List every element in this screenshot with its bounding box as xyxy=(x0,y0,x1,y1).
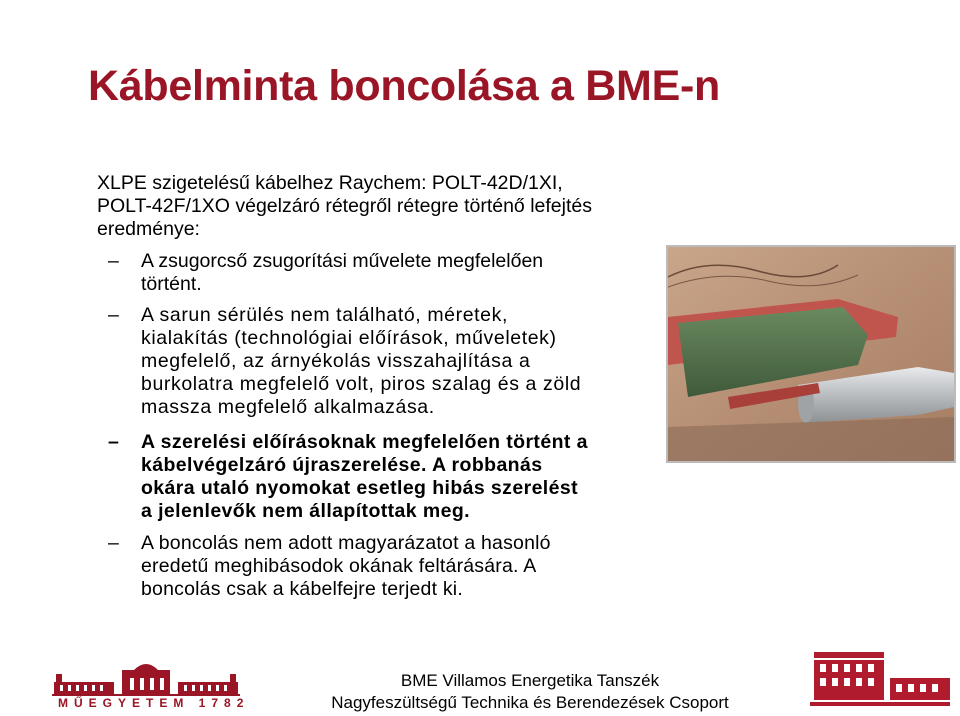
bullet-item xyxy=(108,250,588,296)
footer-group: Nagyfeszültségű Technika és Berendezések Csoport xyxy=(331,693,729,712)
bullet-dash: – xyxy=(108,250,119,272)
cable-sample-photo xyxy=(666,245,956,463)
bullet-text: A boncolás nem adott magyarázatot a hasonló eredetű meghibásodok okának feltárására. A boncolás csak a kábelfejre terjedt ki. xyxy=(141,532,551,600)
footer xyxy=(300,670,760,714)
bullet-dash: – xyxy=(108,431,120,453)
bullet-text: A zsugorcső zsugorítási művelete megfelelően történt. xyxy=(141,250,544,295)
slide-title: Kábelminta boncolása a BME-n xyxy=(88,62,720,110)
bullet-dash: – xyxy=(108,304,120,326)
vet-building-logo xyxy=(804,648,954,712)
bullet-item xyxy=(108,532,588,601)
bullet-item xyxy=(108,431,588,523)
muegyetem-logo-text: MŰEGYETEM 1782 xyxy=(58,696,250,710)
bullet-text: A szerelési előírásoknak megfelelően történt a kábelvégelzáró újraszerelése. A robbanás okára utaló nyomokat esetleg hibás szerelést a jelenlevők nem állapítottak meg. xyxy=(141,431,588,522)
bullet-text: A sarun sérülés nem található, méretek, kialakítás (technológiai előírások, műveletek) megfelelő, az árnyékolás visszahajlítása a burkolatra megfelelő volt, piros szalag és a zöld massza megfelelő alkalmazása. xyxy=(141,304,582,418)
intro-text: XLPE szigetelésű kábelhez Raychem: POLT-42D/1XI, POLT-42F/1XO végelzáró rétegről rétegre történő lefejtés eredménye: xyxy=(97,172,592,240)
bullet-dash: – xyxy=(108,532,120,554)
footer-department: BME Villamos Energetika Tanszék xyxy=(400,671,660,690)
bullet-list xyxy=(108,250,588,601)
bullet-item xyxy=(108,304,588,419)
cable-photo-illustration xyxy=(668,247,954,461)
